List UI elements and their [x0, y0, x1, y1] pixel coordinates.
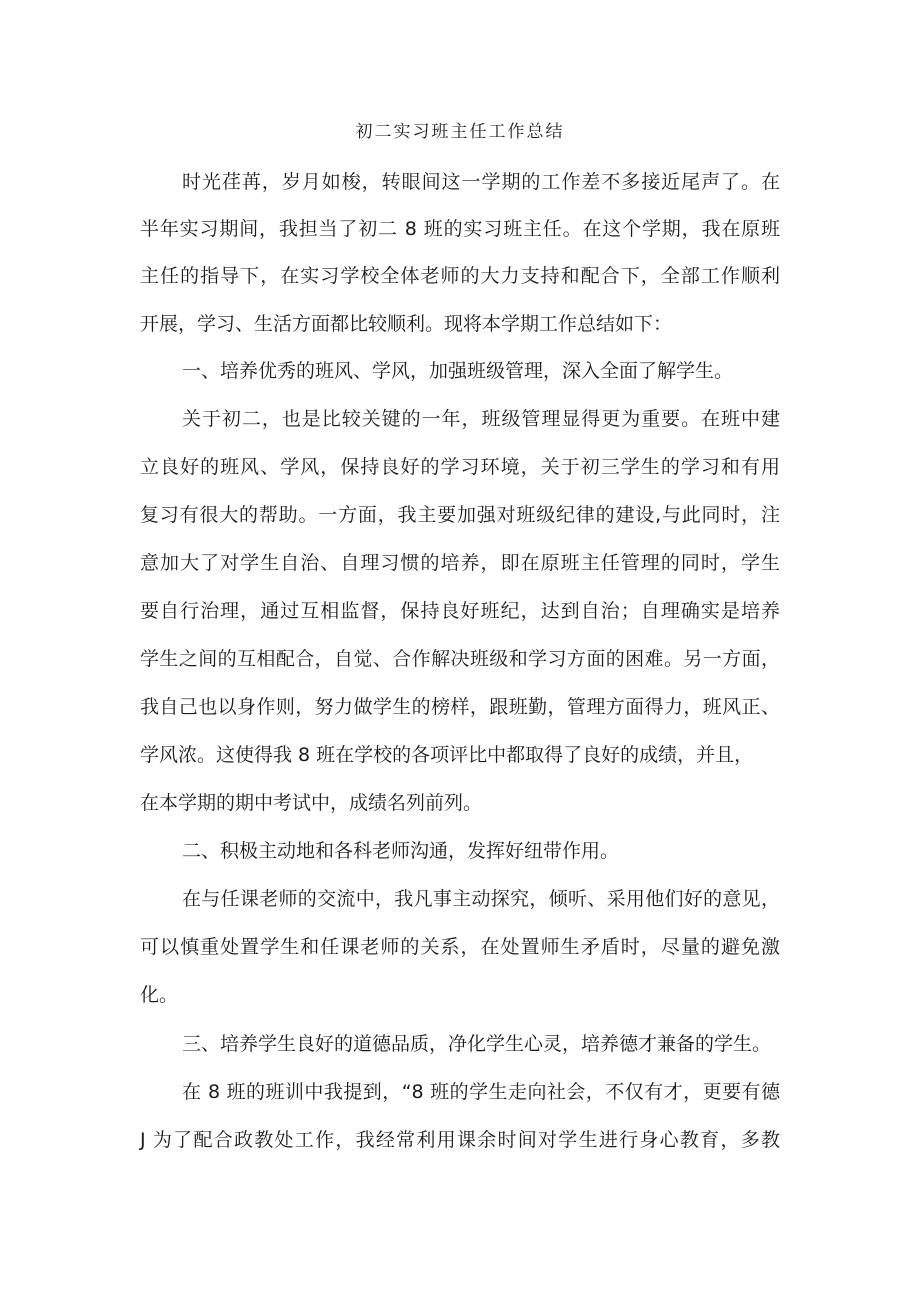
- paragraph-line: 时光荏苒，岁月如梭，转眼间这一学期的工作差不多接近尾声了。在: [182, 171, 780, 193]
- paragraph-line: J 为了配合政教处工作，我经常利用课余时间对学生进行身心教育，多教: [140, 1129, 780, 1151]
- paragraph-line: 学风浓。这使得我 8 班在学校的各项评比中都取得了良好的成绩，并且，: [140, 744, 754, 766]
- paragraph-line: 复习有很大的帮助。一方面，我主要加强对班级纪律的建设,与此同时，注: [140, 504, 780, 526]
- paragraph-line: 要自行治理，通过互相监督，保持良好班纪，达到自治；自理确实是培养: [140, 600, 780, 622]
- paragraph-line: 意加大了对学生自治、自理习惯的培养，即在原班主任管理的同时，学生: [140, 552, 780, 574]
- paragraph-line: 在 8 班的班训中我提到，“8 班的学生走向社会，不仅有才，更要有德: [182, 1081, 780, 1103]
- paragraph-line: 半年实习期间，我担当了初二 8 班的实习班主任。在这个学期，我在原班: [140, 218, 780, 240]
- paragraph-line: 我自己也以身作则，努力做学生的榜样，跟班勤，管理方面得力，班风正、: [140, 696, 780, 718]
- section-heading: 三、培养学生良好的道德品质，净化学生心灵，培养德才兼备的学生。: [182, 1033, 772, 1055]
- paragraph-line: 在与任课老师的交流中，我凡事主动探究，倾听、采用他们好的意见，: [182, 888, 780, 910]
- paragraph-line: 可以慎重处置学生和任课老师的关系，在处置师生矛盾时，尽量的避免激: [140, 936, 780, 958]
- paragraph-line: 学生之间的互相配合，自觉、合作解决班级和学习方面的困难。另一方面，: [140, 648, 780, 670]
- paragraph-line: 开展，学习、生活方面都比较顺利。现将本学期工作总结如下：: [140, 313, 673, 335]
- paragraph-line: 立良好的班风、学风，保持良好的学习环境，关于初三学生的学习和有用: [140, 456, 780, 478]
- paragraph-line: 关于初二，也是比较关键的一年，班级管理显得更为重要。在班中建: [182, 408, 780, 430]
- paragraph-line: 主任的指导下，在实习学校全体老师的大力支持和配合下，全部工作顺利: [140, 265, 780, 287]
- paragraph-line: 化。: [140, 984, 179, 1006]
- section-heading: 二、积极主动地和各科老师沟通，发挥好纽带作用。: [182, 840, 620, 862]
- paragraph-line: 在本学期的期中考试中，成绩名列前列。: [140, 792, 483, 814]
- section-heading: 一、培养优秀的班风、学风，加强班级管理，深入全面了解学生。: [182, 360, 734, 382]
- document-title: 初二实习班主任工作总结: [355, 122, 565, 142]
